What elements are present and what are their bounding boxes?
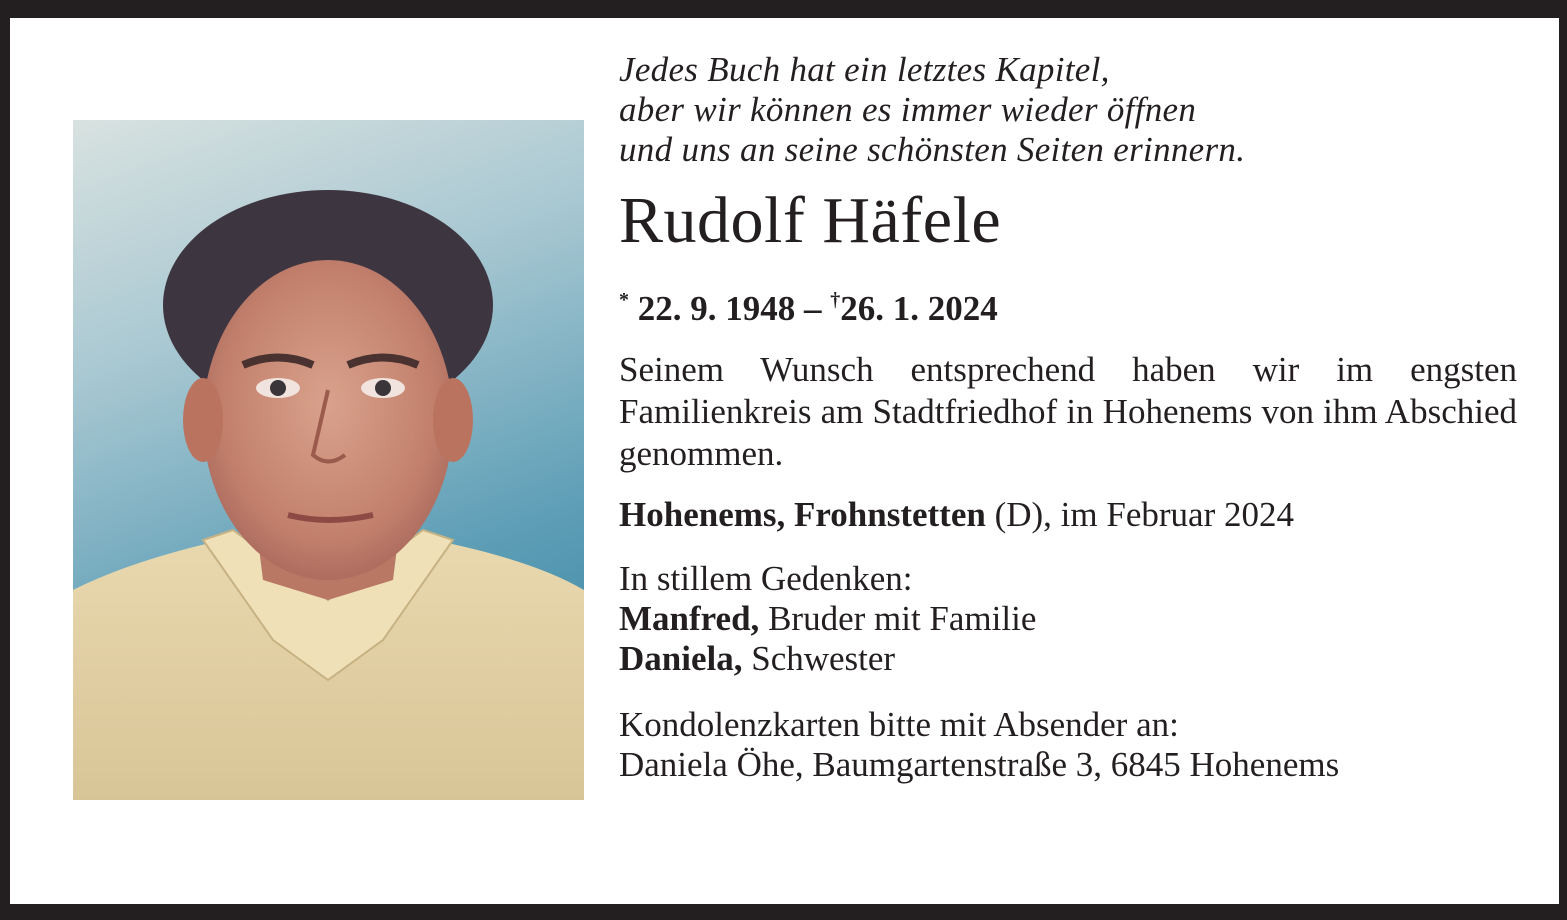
death-symbol: † [830, 289, 841, 311]
mourner-name: Daniela, [619, 639, 743, 678]
mourners-block [619, 559, 1517, 679]
motto-line: und uns an seine schönsten Seiten erinnern. [619, 130, 1246, 169]
mourner-entry [619, 599, 1517, 639]
birth-date: 22. 9. 1948 [637, 289, 796, 328]
birth-symbol: * [619, 289, 629, 311]
motto-line: Jedes Buch hat ein letztes Kapitel, [619, 50, 1110, 89]
portrait-illustration [73, 120, 584, 800]
place-date-rest: (D), im Februar 2024 [985, 495, 1294, 534]
date-separator: – [804, 289, 822, 328]
life-dates [619, 280, 1517, 329]
mourner-entry [619, 639, 1517, 679]
motto-line: aber wir können es immer wieder öffnen [619, 90, 1197, 129]
obituary-text [619, 50, 1517, 785]
portrait-photo [73, 120, 584, 800]
mourner-name: Manfred, [619, 599, 760, 638]
motto [619, 50, 1517, 170]
mourner-relation: Bruder mit Familie [759, 599, 1037, 638]
mourners-intro: In stillem Gedenken: [619, 559, 913, 598]
condolence-address [619, 705, 1517, 785]
place-date [619, 495, 1517, 535]
mourner-relation: Schwester [742, 639, 896, 678]
deceased-name: Rudolf Häfele [619, 184, 1002, 257]
announcement-text: Seinem Wunsch entsprechend haben wir im engsten Familienkreis am Stadtfriedhof in Hohenems von ihm Abschied genommen. [619, 350, 1517, 473]
condolence-address-line: Daniela Öhe, Baumgartenstraße 3, 6845 Hohenems [619, 745, 1340, 784]
place-names: Hohenems, Frohnstetten [619, 495, 986, 534]
death-date: 26. 1. 2024 [840, 289, 998, 328]
condolence-line: Kondolenzkarten bitte mit Absender an: [619, 705, 1179, 744]
